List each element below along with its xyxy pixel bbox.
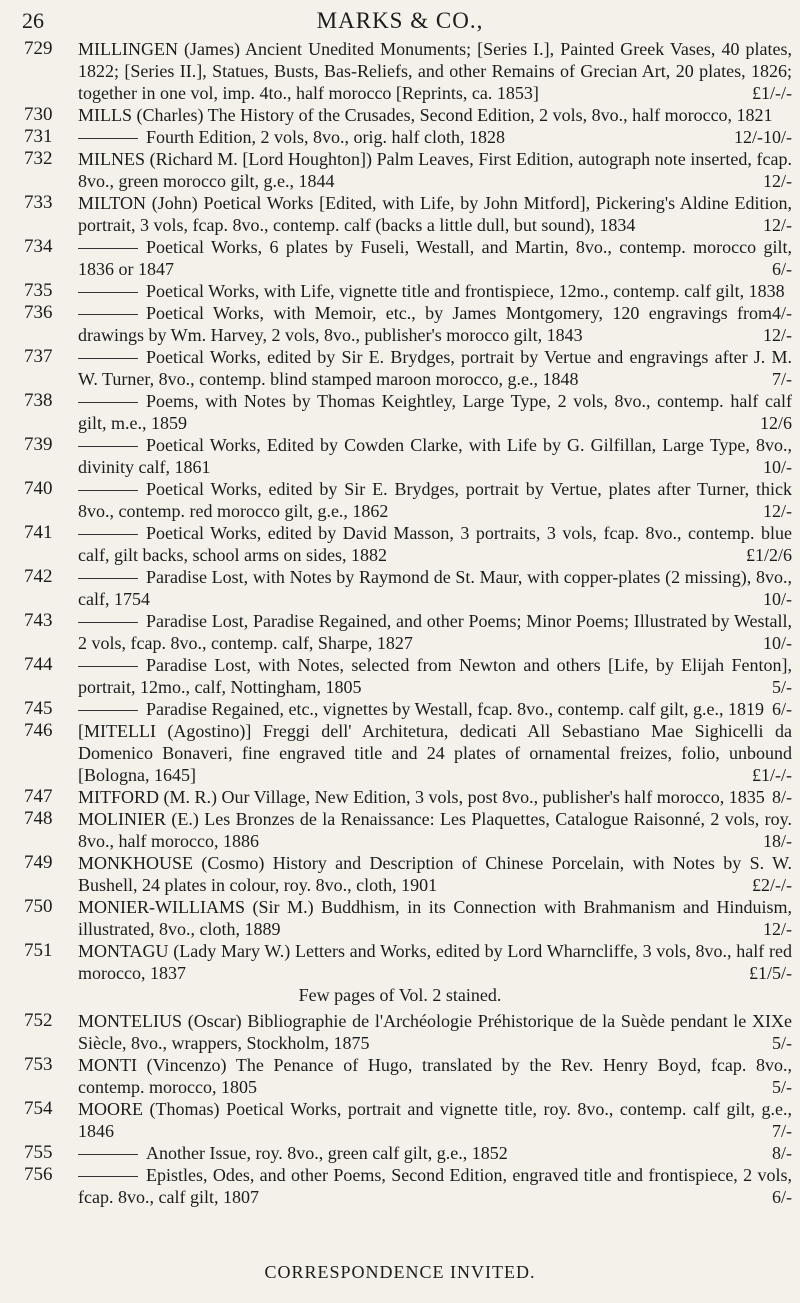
catalogue-entry: [0, 1142, 800, 1164]
entry-price: £1/2/6: [745, 545, 792, 565]
entry-number: 746: [24, 720, 53, 741]
entry-text: [78, 346, 792, 390]
entry-description: Paradise Lost, with Notes by Raymond de St. Maur, with copper-plates (2 missing), 8vo., calf, 1754: [78, 567, 792, 609]
entry-number: 747: [24, 786, 53, 807]
entry-number: 734: [24, 236, 53, 257]
entry-text: [78, 280, 792, 323]
catalogue-entry: [0, 148, 800, 192]
entry-number: 753: [24, 1054, 53, 1075]
catalogue-entry: [0, 786, 800, 808]
catalogue-entry: [0, 522, 800, 566]
entry-price: 12/-: [763, 919, 792, 939]
entry-description: MONIER-WILLIAMS (Sir M.) Buddhism, in its Connection with Brahmanism and Hinduism, illustrated, 8vo., cloth, 1889: [78, 897, 792, 939]
entry-price: 10/-: [763, 633, 792, 653]
catalogue-entry: [0, 698, 800, 720]
running-title: MARKS & CO.,: [316, 8, 484, 33]
entry-description: MONTELIUS (Oscar) Bibliographie de l'Archéologie Préhistorique de la Suède pendant le XIXe Siècle, 8vo., wrappers, Stockholm, 1875: [78, 1011, 792, 1053]
entry-text: [78, 192, 792, 236]
entry-number: 754: [24, 1098, 53, 1119]
footer-note: CORRESPONDENCE INVITED.: [264, 1262, 536, 1282]
entry-description: Paradise Lost, with Notes, selected from Newton and others [Life, by Elijah Fenton], portrait, 12mo., calf, Nottingham, 1805: [78, 655, 792, 697]
entry-price: 8/-: [772, 1143, 792, 1163]
entry-number: 748: [24, 808, 53, 829]
entry-number: 744: [24, 654, 53, 675]
entry-price: 12/-: [763, 171, 792, 191]
entry-price: £1/-/-: [752, 765, 792, 785]
catalogue-entry: [0, 654, 800, 698]
ditto-rule: [78, 710, 138, 711]
entry-number: 755: [24, 1142, 53, 1163]
catalogue-entry: [0, 610, 800, 654]
entry-description: Poetical Works, with Memoir, etc., by James Montgomery, 120 engravings from drawings by Wm. Harvey, 2 vols, 8vo., publisher's morocco gilt, 1843: [78, 303, 772, 345]
entry-text: [78, 302, 792, 346]
entry-price: 8/-: [772, 787, 792, 807]
catalogue-entry: [0, 346, 800, 390]
entry-number: 739: [24, 434, 53, 455]
entry-text: [78, 1098, 792, 1142]
catalogue-entry: [0, 720, 800, 786]
entry-description: Another Issue, roy. 8vo., green calf gilt, g.e., 1852: [146, 1143, 508, 1163]
entry-description: Poetical Works, 6 plates by Fuseli, Westall, and Martin, 8vo., contemp. morocco gilt, 1836 or 1847: [78, 237, 792, 279]
entry-description: Paradise Lost, Paradise Regained, and other Poems; Minor Poems; Illustrated by Westall, 2 vols, fcap. 8vo., contemp. calf, Sharpe, 1827: [78, 611, 792, 653]
entry-number: 731: [24, 126, 53, 147]
ditto-rule: [78, 666, 138, 667]
catalogue-entry: [0, 478, 800, 522]
catalogue-entry: [0, 852, 800, 896]
entry-text: [78, 896, 792, 940]
entry-text: [78, 610, 792, 654]
entry-number: 741: [24, 522, 53, 543]
ditto-rule: [78, 490, 138, 491]
entry-price: £1/-/-: [752, 83, 792, 103]
entry-price: 12/-: [763, 215, 792, 235]
entry-number: 729: [24, 38, 53, 59]
entry-note: Few pages of Vol. 2 stained.: [298, 985, 502, 1005]
page-number: 26: [22, 8, 44, 33]
entry-price: 10/-: [763, 127, 792, 147]
entry-number: 736: [24, 302, 53, 323]
entry-description: [MITELLI (Agostino)] Freggi dell' Architetura, dedicati All Sebastiano Mae Sighicelli da Domenico Bonaveri, fine engraved title and 24 plates of ornamental freizes, folio, unbound [Bologna, 1645]: [78, 721, 792, 785]
entry-number: 749: [24, 852, 53, 873]
ditto-rule: [78, 446, 138, 447]
catalogue-entry: [0, 38, 800, 104]
entry-price: 6/-: [772, 1187, 792, 1207]
entry-number: 733: [24, 192, 53, 213]
entry-text: [78, 786, 792, 808]
entry-description: MONTAGU (Lady Mary W.) Letters and Works, edited by Lord Wharncliffe, 3 vols, 8vo., half red morocco, 1837: [78, 941, 792, 983]
entry-number: 735: [24, 280, 53, 301]
entry-text: [78, 522, 792, 566]
entry-price: 18/-: [763, 831, 792, 851]
entry-number: 750: [24, 896, 53, 917]
entry-number: 752: [24, 1010, 53, 1031]
entry-price: 4/-: [772, 303, 792, 323]
entry-number: 737: [24, 346, 53, 367]
ditto-rule: [78, 138, 138, 139]
entry-description: MOORE (Thomas) Poetical Works, portrait and vignette title, roy. 8vo., contemp. calf gilt, g.e., 1846: [78, 1099, 792, 1141]
entry-description: Poetical Works, edited by Sir E. Brydges, portrait by Vertue, plates after Turner, thick 8vo., contemp. red morocco gilt, g.e., 1862: [78, 479, 792, 521]
entry-number: 745: [24, 698, 53, 719]
entry-text: [78, 390, 792, 434]
entry-text: [78, 1164, 792, 1208]
entry-number: 756: [24, 1164, 53, 1185]
entry-price: 5/-: [772, 677, 792, 697]
entry-description: Poetical Works, Edited by Cowden Clarke, with Life by G. Gilfillan, Large Type, 8vo., divinity calf, 1861: [78, 435, 792, 477]
catalogue-entry: [0, 390, 800, 434]
entry-text: [78, 126, 792, 148]
entry-description: MONTI (Vincenzo) The Penance of Hugo, translated by the Rev. Henry Boyd, fcap. 8vo., contemp. morocco, 1805: [78, 1055, 792, 1097]
ditto-rule: [78, 534, 138, 535]
entry-price: 12/-: [763, 325, 792, 345]
ditto-rule: [78, 292, 138, 293]
entry-description: Poems, with Notes by Thomas Keightley, Large Type, 2 vols, 8vo., contemp. half calf gilt, m.e., 1859: [78, 391, 792, 433]
ditto-rule: [78, 622, 138, 623]
catalogue-entry: [0, 126, 800, 148]
entry-text: [78, 720, 792, 786]
entry-price: 5/-: [772, 1033, 792, 1053]
entry-description: MILLINGEN (James) Ancient Unedited Monuments; [Series I.], Painted Greek Vases, 40 plates, 1822; [Series II.], Statues, Busts, Bas-Reliefs, and other Remains of Grecian Art, 20 plates, 1826; together in one vol, imp. 4to., half morocco [Reprints, ca. 1853]: [78, 39, 792, 103]
entry-price: 10/-: [763, 457, 792, 477]
entry-price: £1/5/-: [749, 963, 792, 983]
ditto-rule: [78, 402, 138, 403]
catalogue-entry: [0, 192, 800, 236]
catalogue-entry: [0, 1054, 800, 1098]
entry-price: 12/-: [734, 127, 763, 147]
entry-description: Fourth Edition, 2 vols, 8vo., orig. half cloth, 1828: [146, 127, 505, 147]
entry-number: 740: [24, 478, 53, 499]
entry-number: 730: [24, 104, 53, 125]
catalogue-entry: [0, 302, 800, 346]
entry-text: [78, 38, 792, 104]
entry-description: MILLS (Charles) The History of the Crusades, Second Edition, 2 vols, 8vo., half morocco, 1821: [78, 105, 773, 125]
catalogue-entries: [0, 38, 800, 1208]
ditto-rule: [78, 314, 138, 315]
ditto-rule: [78, 578, 138, 579]
entry-price: 10/-: [763, 589, 792, 609]
entry-description: Epistles, Odes, and other Poems, Second Edition, engraved title and frontispiece, 2 vols, fcap. 8vo., calf gilt, 1807: [78, 1165, 792, 1207]
catalogue-entry: [0, 940, 800, 1006]
entry-text: [78, 1054, 792, 1098]
entry-text: [78, 940, 792, 984]
entry-description: Paradise Regained, etc., vignettes by Westall, fcap. 8vo., contemp. calf gilt, g.e., 1819: [146, 699, 765, 719]
entry-description: Poetical Works, edited by Sir E. Brydges, portrait by Vertue and engravings after J. M. W. Turner, 8vo., contemp. blind stamped maroon morocco, g.e., 1848: [78, 347, 792, 389]
entry-text: [78, 434, 792, 478]
entry-price: 12/-: [763, 501, 792, 521]
ditto-rule: [78, 1176, 138, 1177]
catalogue-entry: [0, 1164, 800, 1208]
entry-number: 742: [24, 566, 53, 587]
entry-price: 6/-: [772, 699, 792, 719]
catalogue-entry: [0, 1010, 800, 1054]
ditto-rule: [78, 358, 138, 359]
entry-text: [78, 236, 792, 280]
catalogue-entry: [0, 236, 800, 280]
entry-text: [78, 1010, 792, 1054]
entry-description: Poetical Works, with Life, vignette title and frontispiece, 12mo., contemp. calf gilt, 1838: [146, 281, 785, 301]
entry-number: 738: [24, 390, 53, 411]
entry-number: 732: [24, 148, 53, 169]
entry-price: £2/-/-: [752, 875, 792, 895]
entry-price: 5/-: [772, 1077, 792, 1097]
entry-text: [78, 654, 792, 698]
entry-description: MITFORD (M. R.) Our Village, New Edition, 3 vols, post 8vo., publisher's half morocco, 1835: [78, 787, 765, 807]
catalogue-entry: [0, 434, 800, 478]
entry-text: [78, 808, 792, 852]
entry-text: [78, 478, 792, 522]
entry-description: MILTON (John) Poetical Works [Edited, with Life, by John Mitford], Pickering's Aldine Edition, portrait, 3 vols, fcap. 8vo., contemp. calf (backs a little dull, but sound), 1834: [78, 193, 792, 235]
entry-text: [78, 852, 792, 896]
entry-number: 751: [24, 940, 53, 961]
entry-description: MOLINIER (E.) Les Bronzes de la Renaissance: Les Plaquettes, Catalogue Raisonné, 2 vols, roy. 8vo., half morocco, 1886: [78, 809, 792, 851]
catalogue-entry: [0, 1098, 800, 1142]
entry-price: 6/-: [772, 259, 792, 279]
entry-text: [78, 148, 792, 192]
ditto-rule: [78, 248, 138, 249]
entry-description: MONKHOUSE (Cosmo) History and Description of Chinese Porcelain, with Notes by S. W. Bushell, 24 plates in colour, roy. 8vo., cloth, 1901: [78, 853, 792, 895]
entry-text: [78, 698, 792, 720]
ditto-rule: [78, 1154, 138, 1155]
catalogue-entry: [0, 896, 800, 940]
catalogue-entry: [0, 808, 800, 852]
entry-price: 12/6: [759, 413, 792, 433]
entry-number: 743: [24, 610, 53, 631]
entry-description: Poetical Works, edited by David Masson, 3 portraits, 3 vols, fcap. 8vo., contemp. blue calf, gilt backs, school arms on sides, 1882: [78, 523, 792, 565]
catalogue-entry: [0, 566, 800, 610]
entry-price: 7/-: [772, 369, 792, 389]
entry-price: 7/-: [772, 1121, 792, 1141]
entry-description: MILNES (Richard M. [Lord Houghton]) Palm Leaves, First Edition, autograph note inserted, fcap. 8vo., green morocco gilt, g.e., 1844: [78, 149, 792, 191]
page-header: [0, 6, 800, 36]
entry-text: [78, 566, 792, 610]
entry-text: [78, 1142, 792, 1164]
